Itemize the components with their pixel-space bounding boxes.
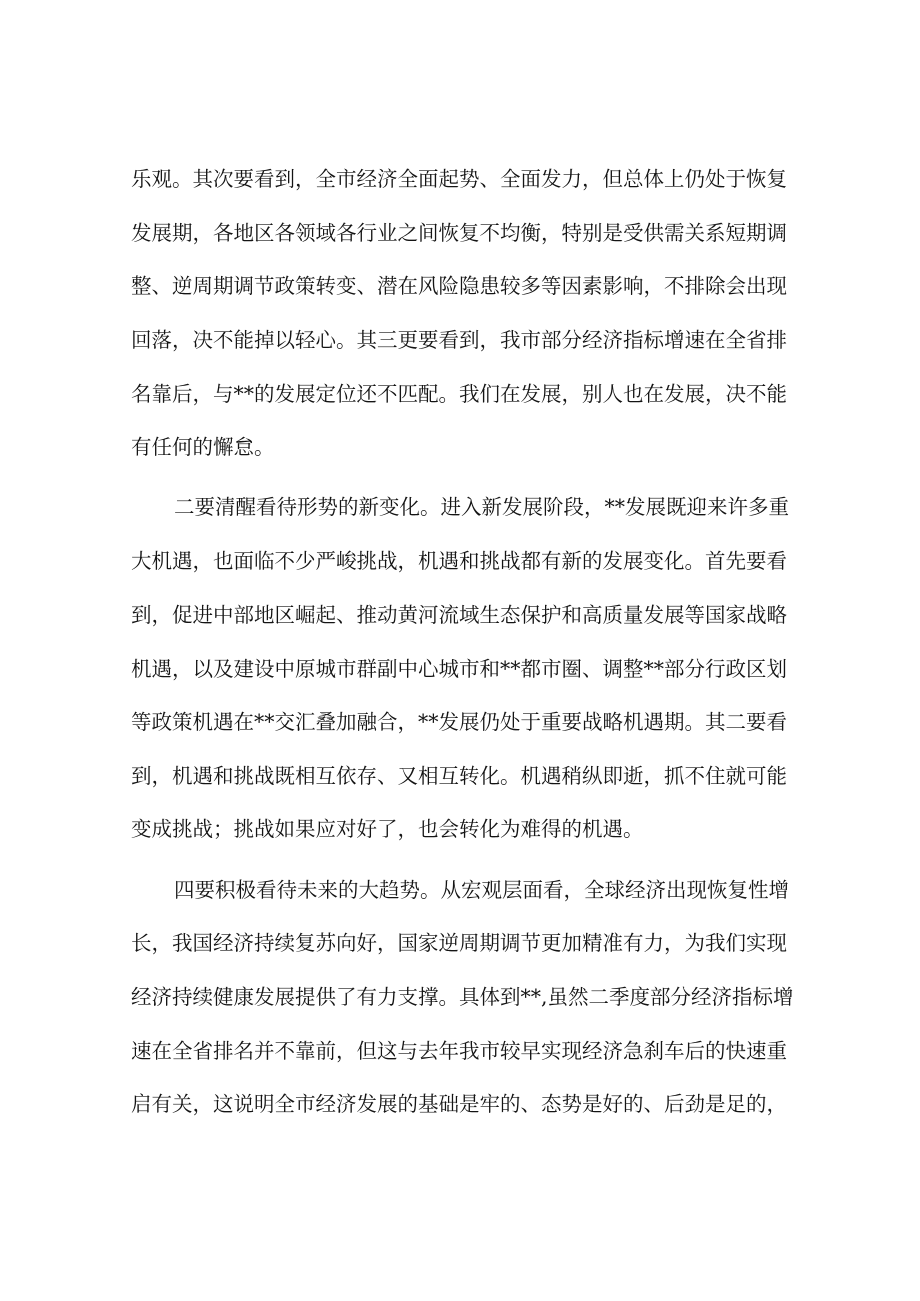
text-line-12: 到，机遇和挑战既相互依存、又相互转化。机遇稍纵即逝，抓不住就可能 bbox=[131, 764, 787, 788]
text-line-18: 启有关，这说明全市经济发展的基础是牢的、态势是好的、后劲是足的， bbox=[131, 1092, 787, 1116]
text-line-8: 大机遇，也面临不少严峻挑战，机遇和挑战都有新的发展变化。首先要看 bbox=[131, 549, 787, 573]
text-line-13: 变成挑战；挑战如果应对好了，也会转化为难得的机遇。 bbox=[131, 817, 644, 841]
text-line-5: 名靠后，与**的发展定位还不匹配。我们在发展，别人也在发展，决不能 bbox=[131, 382, 787, 406]
text-line-6: 有任何的懈怠。 bbox=[131, 435, 275, 459]
text-line-4: 回落，决不能掉以轻心。其三更要看到，我市部分经济指标增速在全省排 bbox=[131, 328, 787, 352]
text-line-17: 速在全省排名并不靠前，但这与去年我市较早实现经济急刹车后的快速重 bbox=[131, 1039, 787, 1063]
text-line-16: 经济持续健康发展提供了有力支撑。具体到**,虽然二季度部分经济指标增 bbox=[131, 985, 794, 1009]
text-line-9: 到，促进中部地区崛起、推动黄河流域生态保护和高质量发展等国家战略 bbox=[131, 603, 787, 627]
text-line-3: 整、逆周期调节政策转变、潜在风险隐患较多等因素影响，不排除会出现 bbox=[131, 274, 787, 298]
text-line-11: 等政策机遇在**交汇叠加融合，**发展仍处于重要战略机遇期。其二要看 bbox=[131, 710, 787, 734]
text-line-15: 长，我国经济持续复苏向好，国家逆周期调节更加精准有力，为我们实现 bbox=[131, 931, 787, 955]
text-line-10: 机遇，以及建设中原城市群副中心城市和**都市圈、调整**部分行政区划 bbox=[131, 657, 787, 681]
text-line-7: 二要清醒看待形势的新变化。进入新发展阶段，**发展既迎来许多重 bbox=[174, 495, 789, 519]
text-line-1: 乐观。其次要看到，全市经济全面起势、全面发力，但总体上仍处于恢复 bbox=[131, 167, 787, 191]
text-line-14: 四要积极看待未来的大趋势。从宏观层面看，全球经济出现恢复性增 bbox=[174, 878, 789, 902]
text-line-2: 发展期，各地区各领域各行业之间恢复不均衡，特别是受供需关系短期调 bbox=[131, 221, 787, 245]
